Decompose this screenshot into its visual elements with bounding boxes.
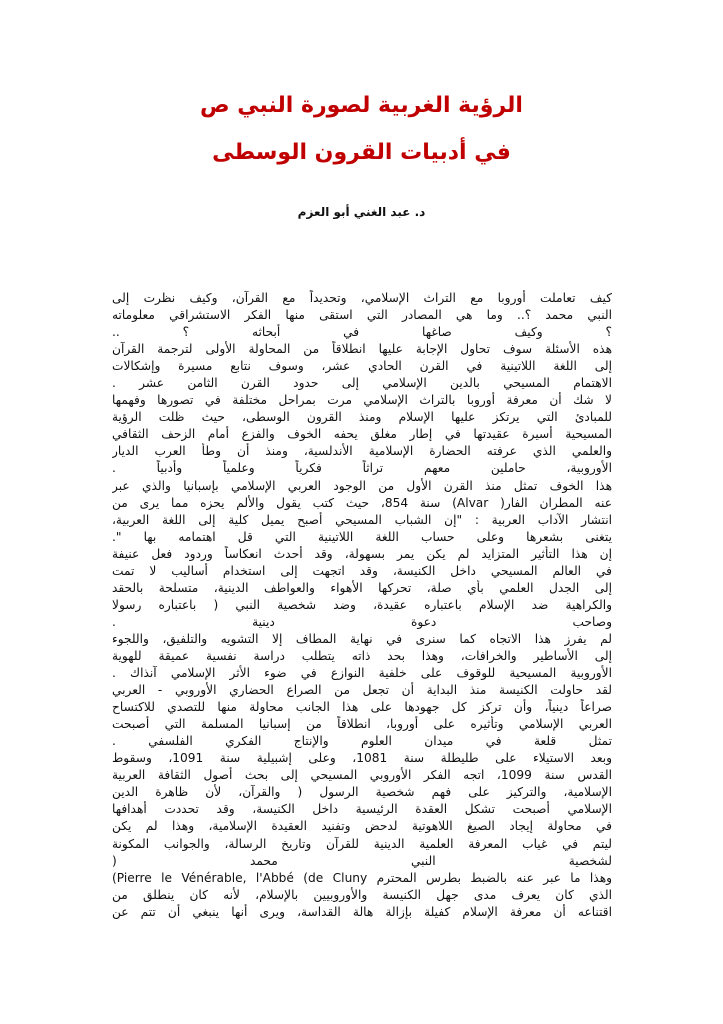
body-line: ليتم في غياب المعرفة العلمية الدينية للقرآن وتاريخ الرسالة، والجوانب المكونة — [112, 836, 612, 851]
document-title-line-2: في أدبيات القرون الوسطى — [212, 140, 511, 165]
body-line: الذي كان يعرف مدى جهل الكنيسة والأوروبيين بالإسلام، لأنه كان ينطلق من — [112, 887, 612, 902]
body-line: إن هذا التأثير المتزايد لم يكن يمر بسهولة، وقد أحدث انعكاساً وردود فعل عنيفة — [112, 546, 612, 561]
body-line: إلى الأساطير والخرافات، وهذا بحد ذاته يتطلب دراسة نفسية عميقة للهوية — [112, 648, 612, 663]
body-line: في محاولة إيجاد الصيغ اللاهوتية لدحض وتفنيد العقيدة الإسلامية، وهذا لم يكن — [112, 819, 612, 834]
body-line: الأوروبية المسيحية للوقوف على خلفية النوازع في ضوء الأثر الإسلامي آنذاك . — [112, 666, 612, 681]
document-title-line-1: الرؤية الغربية لصورة النبي ص — [200, 93, 523, 118]
body-line: النبي محمد ؟.. وما هي المصادر التي استقى منها الفكر الاستشراقي معلوماته — [112, 308, 612, 323]
body-line: للمبادئ التي يرتكز عليها الإسلام ومنذ القرون الوسطى، حيث ظلت الرؤية — [112, 410, 612, 425]
body-line: القدس سنة 1099، اتجه الفكر الأوروبي المسيحي إلى بحث أصول الثقافة العربية — [112, 768, 612, 783]
author-name: د. عبد الغني أبو العزم — [297, 205, 426, 219]
body-line: يتغنى بشعرها وعلى حساب اللغة اللاتينية التي قل اهتمامه بها ". — [112, 529, 612, 544]
body-line: هذه الأسئلة سوف تحاول الإجابة عليها انطلاقاً من المحاولة الأولى لترجمة القرآن — [112, 342, 612, 357]
body-line: وصاحب دعوة دينية . — [112, 614, 612, 629]
body-line: والعلمي الذي عرفته الحضارة الإسلامية الأندلسية، ومنذ أن وطأ العرب الديار — [112, 444, 612, 459]
body-line: في العالم المسيحي داخل الكنيسة، وقد اتجهت إلى استخدام أساليب لا تمت — [112, 563, 612, 578]
body-line: الاهتمام المسيحي بالدين الإسلامي إلى حدود القرن الثامن عشر . — [112, 376, 612, 391]
body-line: (Pierre le Vénérable, l'Abbé (de Cluny وهذا ما عبر عنه بالضبط بطرس المحترم — [112, 870, 612, 885]
body-line: الأوروبية، حاملين معهم تراثاً فكرياً وعلمياً وأدبياً . — [112, 461, 612, 476]
body-line: كيف تعاملت أوروبا مع التراث الإسلامي، وتحديداً مع القرآن، وكيف نظرت إلى — [112, 291, 612, 305]
body-line: لقد حاولت الكنيسة منذ البداية أن تجعل من الصراع الحضاري الأوروبي - العربي — [112, 683, 612, 698]
body-line: المسيحية أسيرة عقيدتها في إطار مغلق يحفه الخوف والفزع أمام الزحف الثقافي — [112, 427, 612, 442]
body-line: لم يفرز هذا الاتجاه كما سنرى في نهاية المطاف إلا التشويه والتلفيق، واللجوء — [112, 631, 612, 646]
body-text — [112, 290, 612, 921]
body-line: إلى اللغة اللاتينية في القرن الحادي عشر، وسوف نتابع مسيرة وإشكالات — [112, 359, 612, 374]
body-line: العربي الإسلامي وتأثيره على أوروبا، انطلاقاً من إسبانيا المسلمة التي أصبحت — [112, 717, 612, 732]
body-line: الإسلامية، والتركيز على فهم شخصية الرسول ( والقرآن، لأن ظاهرة الدين — [112, 785, 612, 800]
body-line: انتشار الآداب العربية : "إن الشباب المسيحي أصبح يميل كلية إلى اللغة العربية، — [112, 512, 612, 527]
body-line: تمثل قلعة في ميدان العلوم والإنتاج الفكري الفلسفي . — [112, 734, 612, 749]
body-line: لشخصية النبي محمد ( — [112, 853, 612, 868]
body-line: إلى الجدل العلمي بأي صلة، تحركها الأهواء والعواطف الدينية، متسلحة بالحقد — [112, 580, 612, 595]
body-line: لا شك أن معرفة أوروبا بالتراث الإسلامي مرت بمراحل مختلفة في تصورها وفهمها — [112, 393, 612, 408]
body-line: وبعد الاستيلاء على طليطلة سنة 1081، وعلى إشبيلية سنة 1091، وسقوط — [112, 751, 612, 766]
body-line: ؟ وكيف صاغها في أبحاثه ؟ .. — [112, 325, 612, 340]
body-line: عنه المطران الفار( Alvar) سنة 854، حيث كتب يقول والألم يحزه مما يرى من — [112, 495, 612, 510]
body-line: هذا الخوف تمثل منذ القرن الأول من الوجود العربي الإسلامي بإسبانيا والذي عبر — [112, 478, 612, 493]
body-line: والكراهية ضد الإسلام باعتباره عقيدة، وضد شخصية النبي ( باعتباره رسولا — [112, 597, 612, 612]
body-line: الإسلامي أصبحت تشكل العقدة الرئيسية داخل الكنيسة، وقد تحددت أهدافها — [112, 802, 612, 817]
body-line: صراعاً دينياً، وأن تركز كل جهودها على هذا الجانب محاولة منها للتصدي للاكتساح — [112, 700, 612, 715]
body-line: اقتناعه أن معرفة الإسلام كفيلة بإزالة هالة القداسة، ويرى أنها ينبغي أن تتم عن — [112, 904, 612, 919]
